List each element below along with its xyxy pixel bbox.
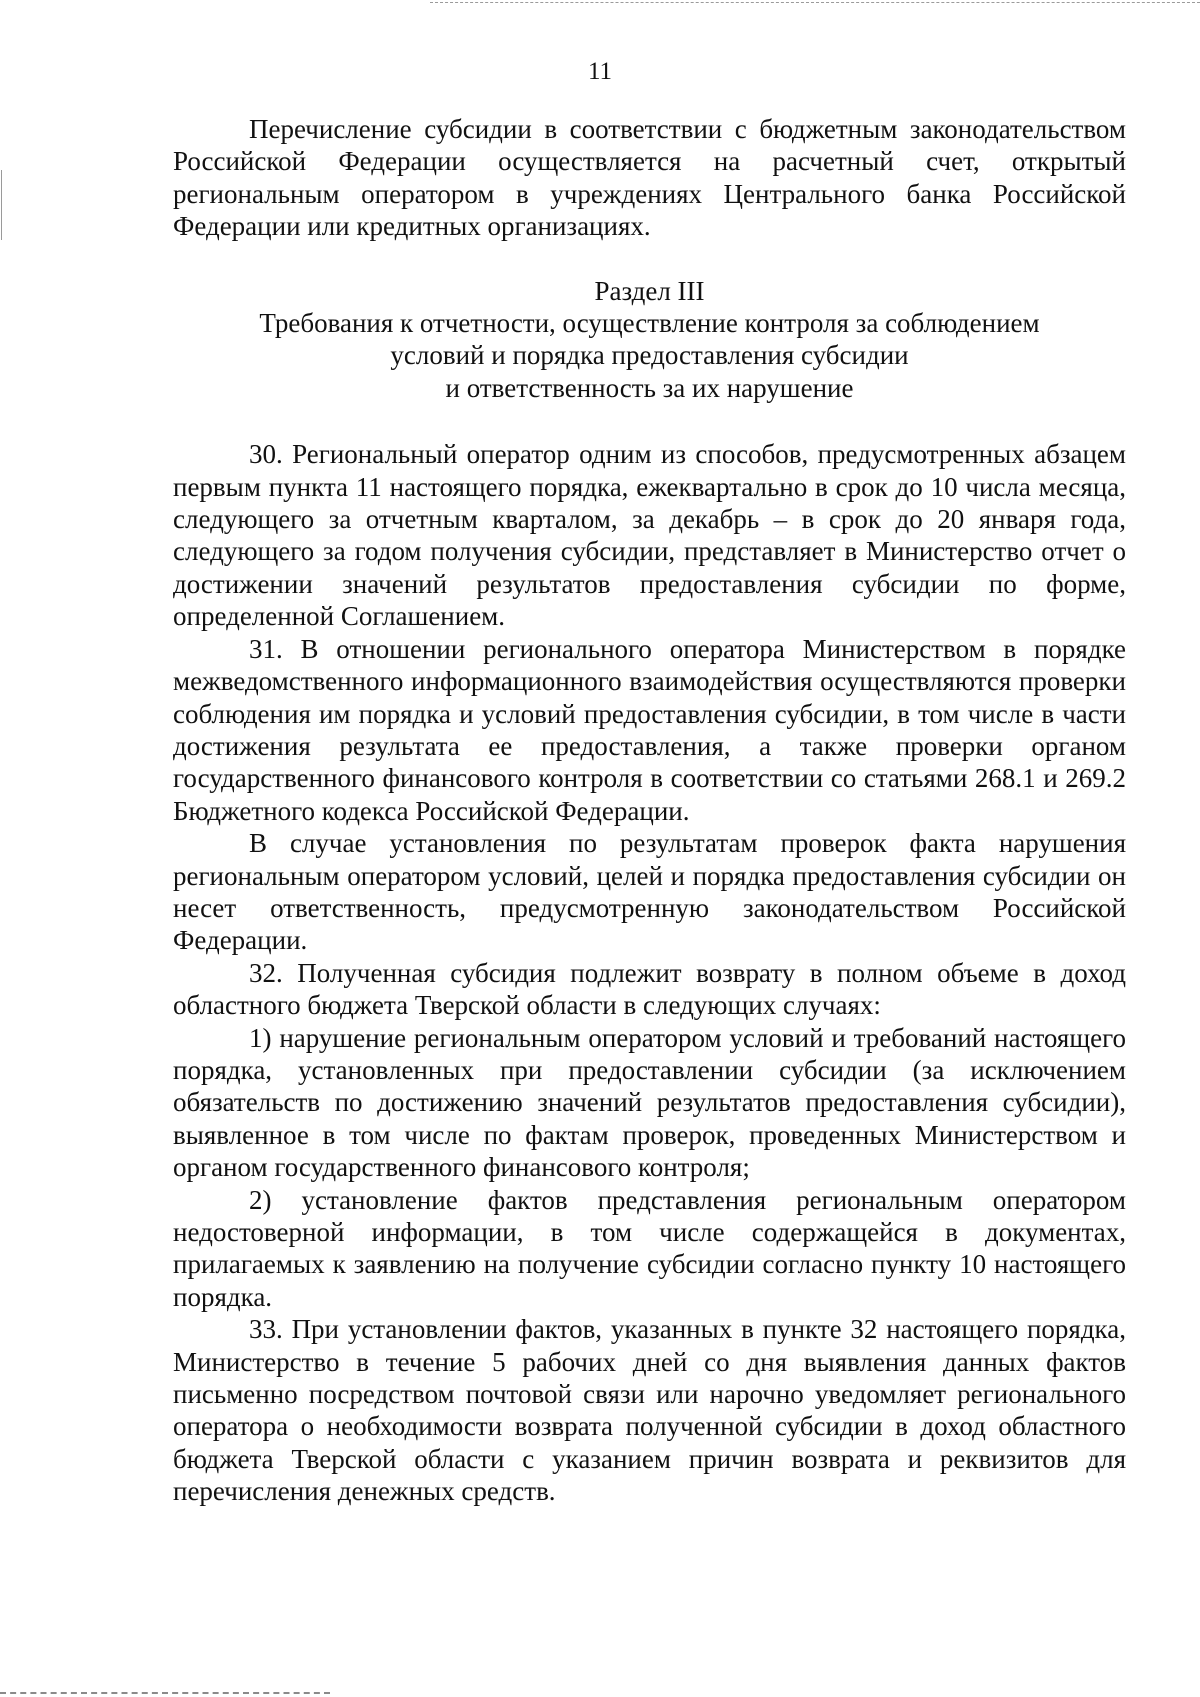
section-title-line: и ответственность за их нарушение <box>445 372 854 403</box>
scan-edge-left <box>1 170 2 240</box>
section-title-line: условий и порядка предоставления субсидии <box>390 340 909 371</box>
paragraph-item-31: 31. В отношении регионального оператора Министерством в порядке межведомственного информационного взаимодействия осуществляются проверки соблюдения им порядка и условий предоставления субсидии, в том числе в части достижения результата ее предоставления, а также проверки органом государственного финансового контроля в соответствии со статьями 268.1 и 269.2 Бюджетного кодекса Российской Федерации. <box>173 633 1126 826</box>
paragraph-item-32-2: 2) установление фактов представления региональным оператором недостоверной информации, в том числе содержащейся в документах, прилагаемых к заявлению на получение субсидии согласно пункту 10 настоящего порядка. <box>173 1184 1126 1312</box>
paragraph-item-32-1: 1) нарушение региональным оператором условий и требований настоящего порядка, установленных при предоставлении субсидии (за исключением обязательств по достижению значений результатов предоставления субсидии), выявленное в том числе по фактам проверок, проведенных Министерством и органом государственного финансового контроля; <box>173 1022 1126 1183</box>
intro-paragraph: Перечисление субсидии в соответствии с бюджетным законодательством Российской Федерации осуществляется на расчетный счет, открытый региональным оператором в учреждениях Центрального банка Российской Федерации или кредитных организациях. <box>173 114 1126 242</box>
section-title-line: Требования к отчетности, осуществление контроля за соблюдением <box>259 308 1040 339</box>
paragraph-violation-liability: В случае установления по результатам проверок факта нарушения региональным оператором условий, целей и порядка предоставления субсидии он несет ответственность, предусмотренную законодательством Российской Федерации. <box>173 828 1126 956</box>
page-number: 11 <box>587 58 613 85</box>
paragraph-item-33: 33. При установлении фактов, указанных в пункте 32 настоящего порядка, Министерство в течение 5 рабочих дней со дня выявления данных фактов письменно посредством почтовой связи или нарочно уведомляет регионального оператора о необходимости возврата полученной субсидии в доход областного бюджета Тверской области с указанием причин возврата и реквизитов для перечисления денежных средств. <box>173 1314 1126 1507</box>
scan-edge-bottom <box>0 1692 330 1694</box>
paragraph-item-32: 32. Полученная субсидия подлежит возврату в полном объеме в доход областного бюджета Тверской области в следующих случаях: <box>173 957 1126 1021</box>
section-header <box>173 275 1126 405</box>
section-heading: Раздел III <box>594 275 705 306</box>
scan-edge-top <box>430 2 1200 3</box>
document-body <box>173 113 1126 1508</box>
paragraph-item-30: 30. Региональный оператор одним из способов, предусмотренных абзацем первым пункта 11 настоящего порядка, ежеквартально в срок до 10 числа месяца, следующего за отчетным кварталом, за декабрь – в срок до 20 января года, следующего за годом получения субсидии, представляет в Министерство отчет о достижении значений результатов предоставления субсидии по форме, определенной Соглашением. <box>173 439 1126 632</box>
